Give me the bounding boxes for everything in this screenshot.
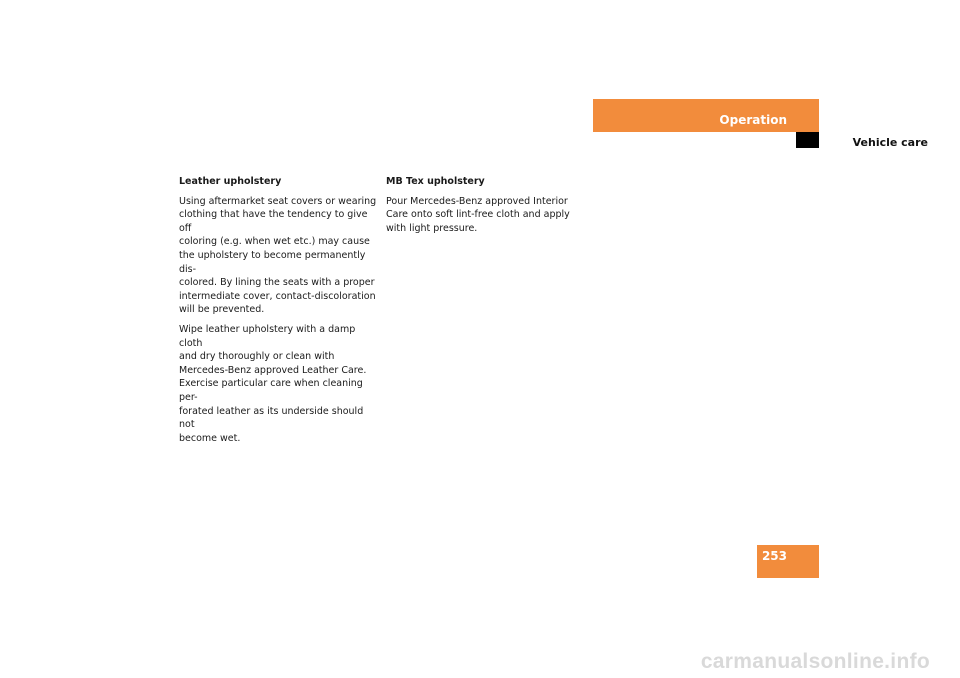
leather-paragraph-2: Wipe leather upholstery with a damp cloth and dry thoroughly or clean with Mercedes-Benz approved Leather Care. Exercise particular care when cleaning per- forated leather as its underside should not become wet. [179,323,367,444]
leather-upholstery-heading: Leather upholstery [179,176,282,187]
page-number-box [757,545,819,578]
mb-tex-upholstery-heading: MB Tex upholstery [386,176,485,187]
watermark-text: carmanualsonline.info [700,650,930,673]
section-subtitle: Vehicle care [852,136,928,149]
section-title: Operation [719,113,787,127]
right-column [386,175,576,241]
mb-tex-paragraph-1: Pour Mercedes-Benz approved Interior Care onto soft lint-free cloth and apply with light pressure. [386,195,570,234]
section-tab-marker [796,132,819,148]
left-column [179,175,379,451]
page-number: 253 [761,549,787,563]
section-header-bar [593,99,819,132]
leather-paragraph-1: Using aftermarket seat covers or wearing clothing that have the tendency to give off coloring (e.g. when wet etc.) may cause the upholstery to become permanently dis- colored. By lining the seats with a proper intermediate cover, contact-discoloration will be prevented. [179,195,377,316]
